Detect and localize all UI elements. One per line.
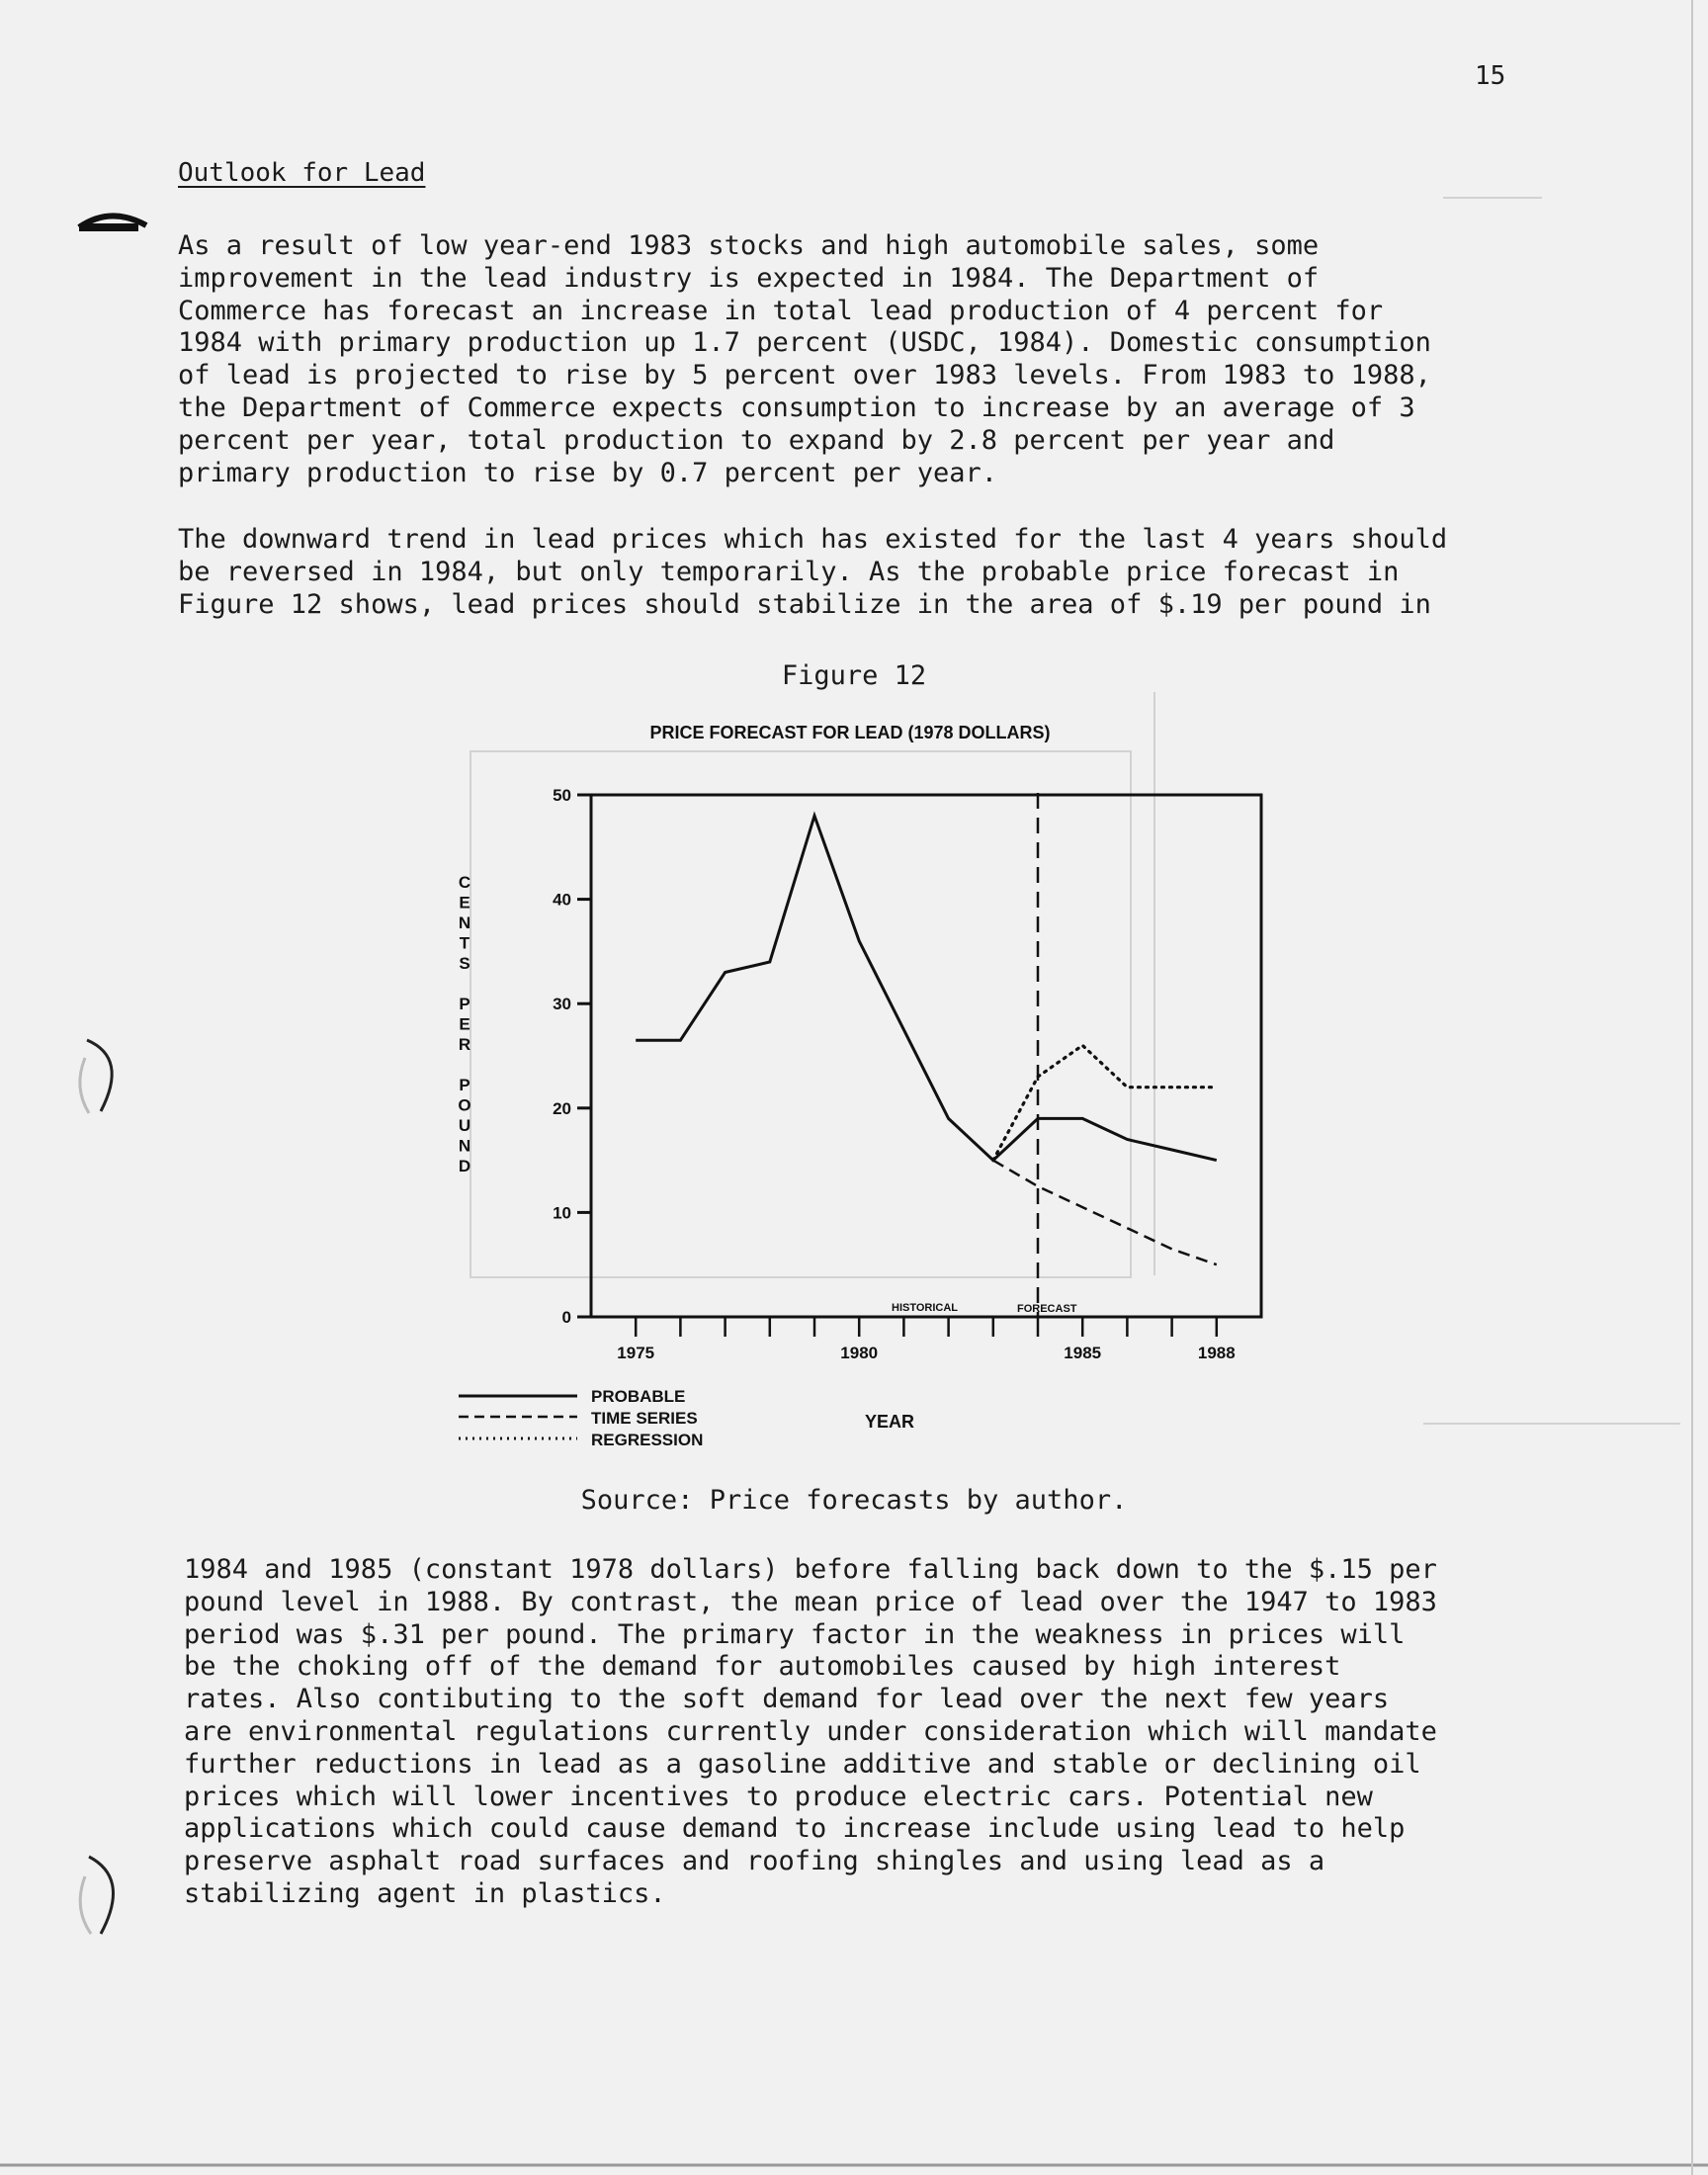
- text-line: period was $.31 per pound. The primary factor in the weakness in prices will: [184, 1618, 1406, 1650]
- figure-label: Figure 12: [781, 660, 927, 691]
- price-forecast-chart: [425, 712, 1295, 1483]
- y-axis-label-letter: S: [459, 954, 470, 973]
- legend-label-regression: REGRESSION: [591, 1431, 704, 1449]
- y-axis-label-letter: C: [458, 873, 471, 892]
- x-tick-label: 1980: [840, 1344, 879, 1362]
- y-axis-label-letter: U: [458, 1116, 471, 1135]
- legend-label-time-series: TIME SERIES: [591, 1409, 698, 1428]
- y-tick-label: 50: [553, 786, 571, 805]
- y-tick-label: 20: [553, 1098, 571, 1118]
- section-heading: Outlook for Lead: [178, 158, 426, 188]
- text-line: rates. Also contibuting to the soft demand for lead over the next few years: [184, 1684, 1390, 1715]
- text-line: improvement in the lead industry is expected in 1984. The Department of: [178, 262, 1320, 294]
- y-axis-label-letter: P: [459, 995, 470, 1013]
- text-line: prices which will lower incentives to produce electric cars. Potential new: [184, 1781, 1373, 1812]
- plot-frame: [591, 795, 1261, 1317]
- text-line: 1984 with primary production up 1.7 percent (USDC, 1984). Domestic consumption: [178, 327, 1431, 359]
- y-axis-label-letter: E: [459, 1014, 470, 1034]
- x-axis-label: YEAR: [864, 1412, 915, 1432]
- text-line: applications which could cause demand to increase include using lead to help: [184, 1813, 1406, 1845]
- y-axis-label-letter: E: [459, 893, 470, 913]
- y-axis-label-letter: N: [458, 1136, 471, 1156]
- text-line: of lead is projected to rise by 5 percent over 1983 levels. From 1983 to 1988,: [178, 360, 1431, 392]
- punch-hole-mark: [71, 1839, 150, 1958]
- y-axis-label-letter: T: [459, 933, 470, 953]
- series-line-probable: [636, 816, 1217, 1161]
- punch-hole-mark: [71, 1018, 150, 1137]
- paragraph-price-outlook: [184, 1554, 1437, 1911]
- y-tick-label: 40: [553, 890, 571, 910]
- text-line: 1984 and 1985 (constant 1978 dollars) before falling back down to the $.15 per: [184, 1554, 1437, 1585]
- text-line: preserve asphalt road surfaces and roofing shingles and using lead as a: [184, 1846, 1325, 1877]
- x-tick-label: 1975: [617, 1344, 655, 1362]
- text-line: be reversed in 1984, but only temporarily. As the probable price forecast in: [178, 556, 1400, 587]
- y-tick-label: 10: [553, 1203, 571, 1223]
- legend-label-probable: PROBABLE: [591, 1387, 686, 1406]
- historical-label: HISTORICAL: [892, 1302, 959, 1314]
- y-axis-label: [458, 873, 470, 1175]
- series-line-time-series: [993, 1161, 1217, 1265]
- y-axis-label-letter: P: [459, 1076, 470, 1094]
- figure-source: Source: Price forecasts by author.: [580, 1485, 1128, 1516]
- x-tick-label: 1988: [1197, 1344, 1236, 1362]
- x-tick-label: 1985: [1064, 1344, 1102, 1362]
- y-axis-label-letter: D: [458, 1157, 471, 1175]
- binder-clip-mark: [71, 198, 160, 257]
- y-tick-label: 30: [553, 995, 571, 1014]
- text-line: stabilizing agent in plastics.: [184, 1877, 666, 1909]
- forecast-label: FORECAST: [1017, 1303, 1077, 1315]
- chart-title: PRICE FORECAST FOR LEAD (1978 DOLLARS): [649, 723, 1051, 742]
- page-number: 15: [1475, 61, 1506, 91]
- text-line: the Department of Commerce expects consumption to increase by an average of 3: [178, 392, 1415, 423]
- y-axis-label-letter: O: [458, 1095, 471, 1115]
- text-line: Commerce has forecast an increase in total lead production of 4 percent for: [178, 295, 1384, 326]
- text-line: percent per year, total production to expand by 2.8 percent per year and: [178, 424, 1335, 456]
- chart-legend: [459, 1387, 703, 1449]
- text-line: As a result of low year-end 1983 stocks and high automobile sales, some: [178, 230, 1320, 261]
- text-line: pound level in 1988. By contrast, the mean price of lead over the 1947 to 1983: [184, 1586, 1437, 1617]
- text-line: further reductions in lead as a gasoline additive and stable or declining oil: [184, 1748, 1421, 1780]
- paragraph-outlook: [178, 230, 1431, 489]
- text-line: primary production to rise by 0.7 percent per year.: [178, 457, 998, 488]
- text-line: be the choking off of the demand for automobiles caused by high interest: [184, 1651, 1341, 1683]
- text-line: are environmental regulations currently under consideration which will mandate: [184, 1715, 1437, 1747]
- series-line-regression: [993, 1045, 1217, 1160]
- y-tick-label: 0: [561, 1308, 571, 1327]
- text-line: The downward trend in lead prices which has existed for the last 4 years should: [178, 524, 1448, 555]
- paragraph-price-trend: [178, 524, 1447, 621]
- text-line: Figure 12 shows, lead prices should stabilize in the area of $.19 per pound in: [178, 588, 1431, 620]
- y-axis-label-letter: N: [458, 914, 471, 932]
- y-axis-label-letter: R: [458, 1035, 471, 1054]
